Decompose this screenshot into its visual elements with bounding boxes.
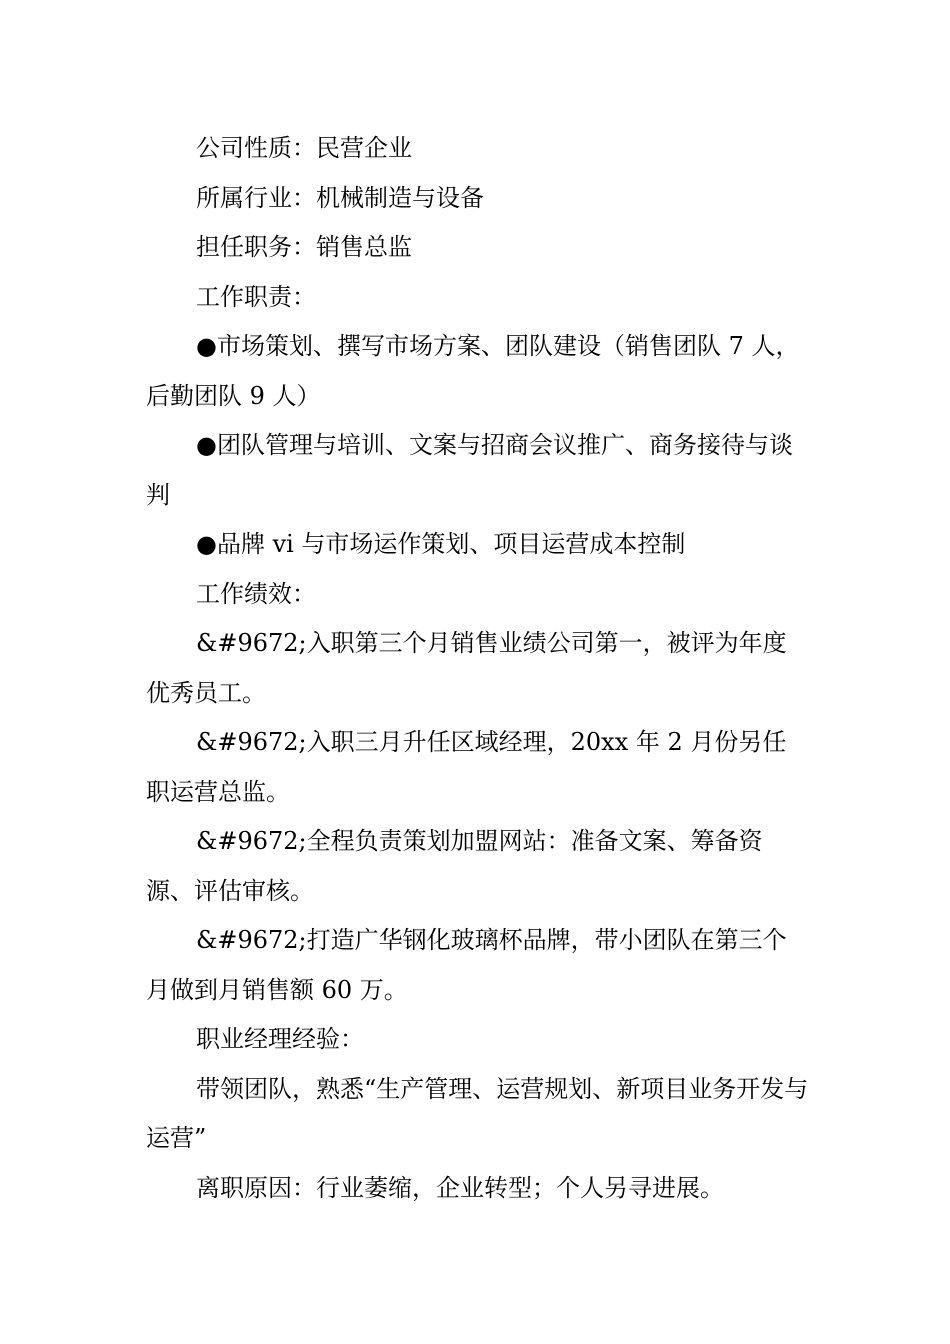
industry-line: 所属行业：机械制造与设备 (196, 183, 484, 212)
manager-experience-heading: 职业经理经验： (196, 1025, 364, 1053)
performance-item: &#9672;打造广华钢化玻璃杯品牌，带小团队在第三个月做到月销售额 60 万。 (146, 926, 787, 1004)
company-type-line: 公司性质：民营企业 (196, 134, 412, 162)
responsibilities-heading: 工作职责： (196, 282, 316, 311)
responsibility-item: ●品牌 vi 与市场运作策划、项目运营成本控制 (196, 530, 686, 558)
manager-experience-text: 带领团队，熟悉“生产管理、运营规划、新项目业务开发与运营” (146, 1074, 809, 1152)
responsibility-item: ●市场策划、撰写市场方案、团队建设（销售团队 7 人，后勤团队 9 人） (146, 332, 800, 410)
performance-item: &#9672;入职三月升任区域经理，20xx 年 2 月份另任职运营总监。 (146, 728, 787, 806)
performance-item: &#9672;全程负责策划加盟网站：准备文案、筹备资源、评估审核。 (146, 827, 763, 905)
leaving-reason-line: 离职原因：行业萎缩，企业转型；个人另寻进展。 (196, 1173, 724, 1202)
performance-heading: 工作绩效： (196, 579, 316, 608)
document-page (146, 124, 810, 1213)
position-line: 担任职务：销售总监 (196, 233, 412, 261)
responsibility-item: ●团队管理与培训、文案与招商会议推广、商务接待与谈判 (146, 431, 793, 509)
performance-item: &#9672;入职第三个月销售业绩公司第一，被评为年度优秀员工。 (146, 629, 787, 707)
